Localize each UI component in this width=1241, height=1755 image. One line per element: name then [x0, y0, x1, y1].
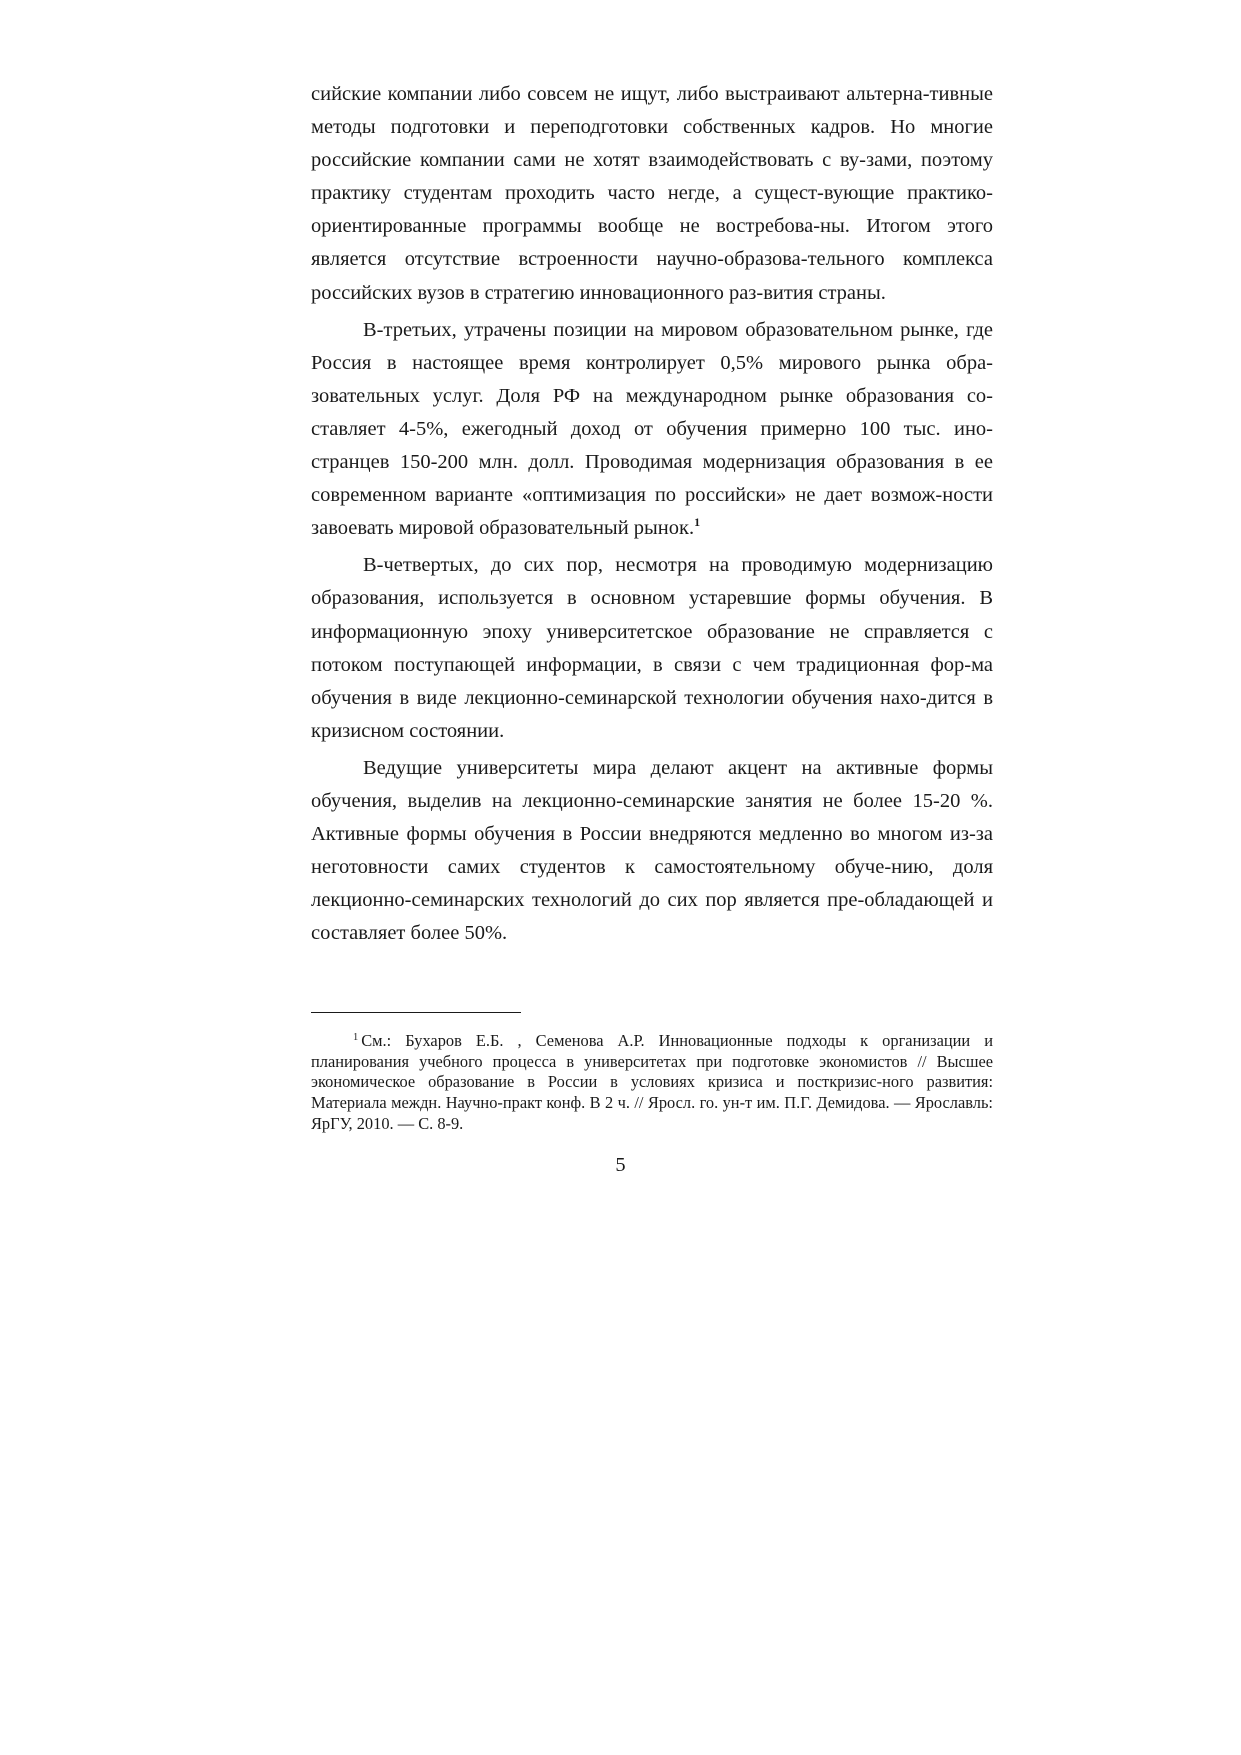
footnote-marker: 1: [353, 1032, 359, 1043]
paragraph-continuation: сийские компании либо совсем не ищут, либо выстраивают альтерна-тивные методы подготовки и переподготовки собственных кадров. Но многие российские компании сами не хотят взаимодействовать с ву-зами, поэтому практику студентам проходить часто негде, а сущест-вующие практико-ориентированные программы вообще не востребова-ны. Итогом этого является отсутствие встроенности научно-образова-тельного комплекса российских вузов в стратегию инновационного раз-вития страны.: [311, 83, 993, 304]
body-text: [311, 78, 993, 950]
footnote-text: См.: Бухаров Е.Б. , Семенова А.Р. Инновационные подходы к организации и планирования учебного процесса в университетах при подготовке экономистов // Высшее экономическое образование в России в условиях кризиса и посткризис-ного развития: Материала междн. Научно-практ конф. В 2 ч. // Яросл. го. ун-т им. П.Г. Демидова. — Ярославль: ЯрГУ, 2010. — С. 8-9.: [311, 1031, 993, 1133]
paragraph-third-point: [311, 314, 993, 546]
paragraph-active-learning: Ведущие университеты мира делают акцент на активные формы обучения, выделив на лекционно-семинарские занятия не более 15-20 %. Активные формы обучения в России внедряются медленно во многом из-за неготовности самих студентов к самостоятельному обуче-нию, доля лекционно-семинарских технологий до сих пор является пре-обладающей и составляет более 50%.: [311, 756, 993, 945]
footnote-reference[interactable]: 1: [694, 515, 701, 530]
paragraph-text: В-третьих, утрачены позиции на мировом образовательном рынке, где Россия в настоящее время контролирует 0,5% мирового рынка обра-зовательных услуг. Доля РФ на международном рынке образования со-ставляет 4-5%, ежегодный доход от обучения примерно 100 тыс. ино-странцев 150-200 млн. долл. Проводимая модернизация образования в ее современном варианте «оптимизация по российски» не дает возмож-ности завоевать мировой образовательный рынок.: [311, 318, 993, 540]
page-number: 5: [615, 1154, 626, 1176]
footnote: [311, 1031, 993, 1135]
paragraph-fourth-point: В-четвертых, до сих пор, несмотря на проводимую модернизацию образования, используется в основном устаревшие формы обучения. В информационную эпоху университетское образование не справляется с потоком поступающей информации, в связи с чем традиционная фор-ма обучения в виде лекционно-семинарской технологии обучения нахо-дится в кризисном состоянии.: [311, 554, 993, 742]
footnote-divider: [311, 1012, 521, 1013]
